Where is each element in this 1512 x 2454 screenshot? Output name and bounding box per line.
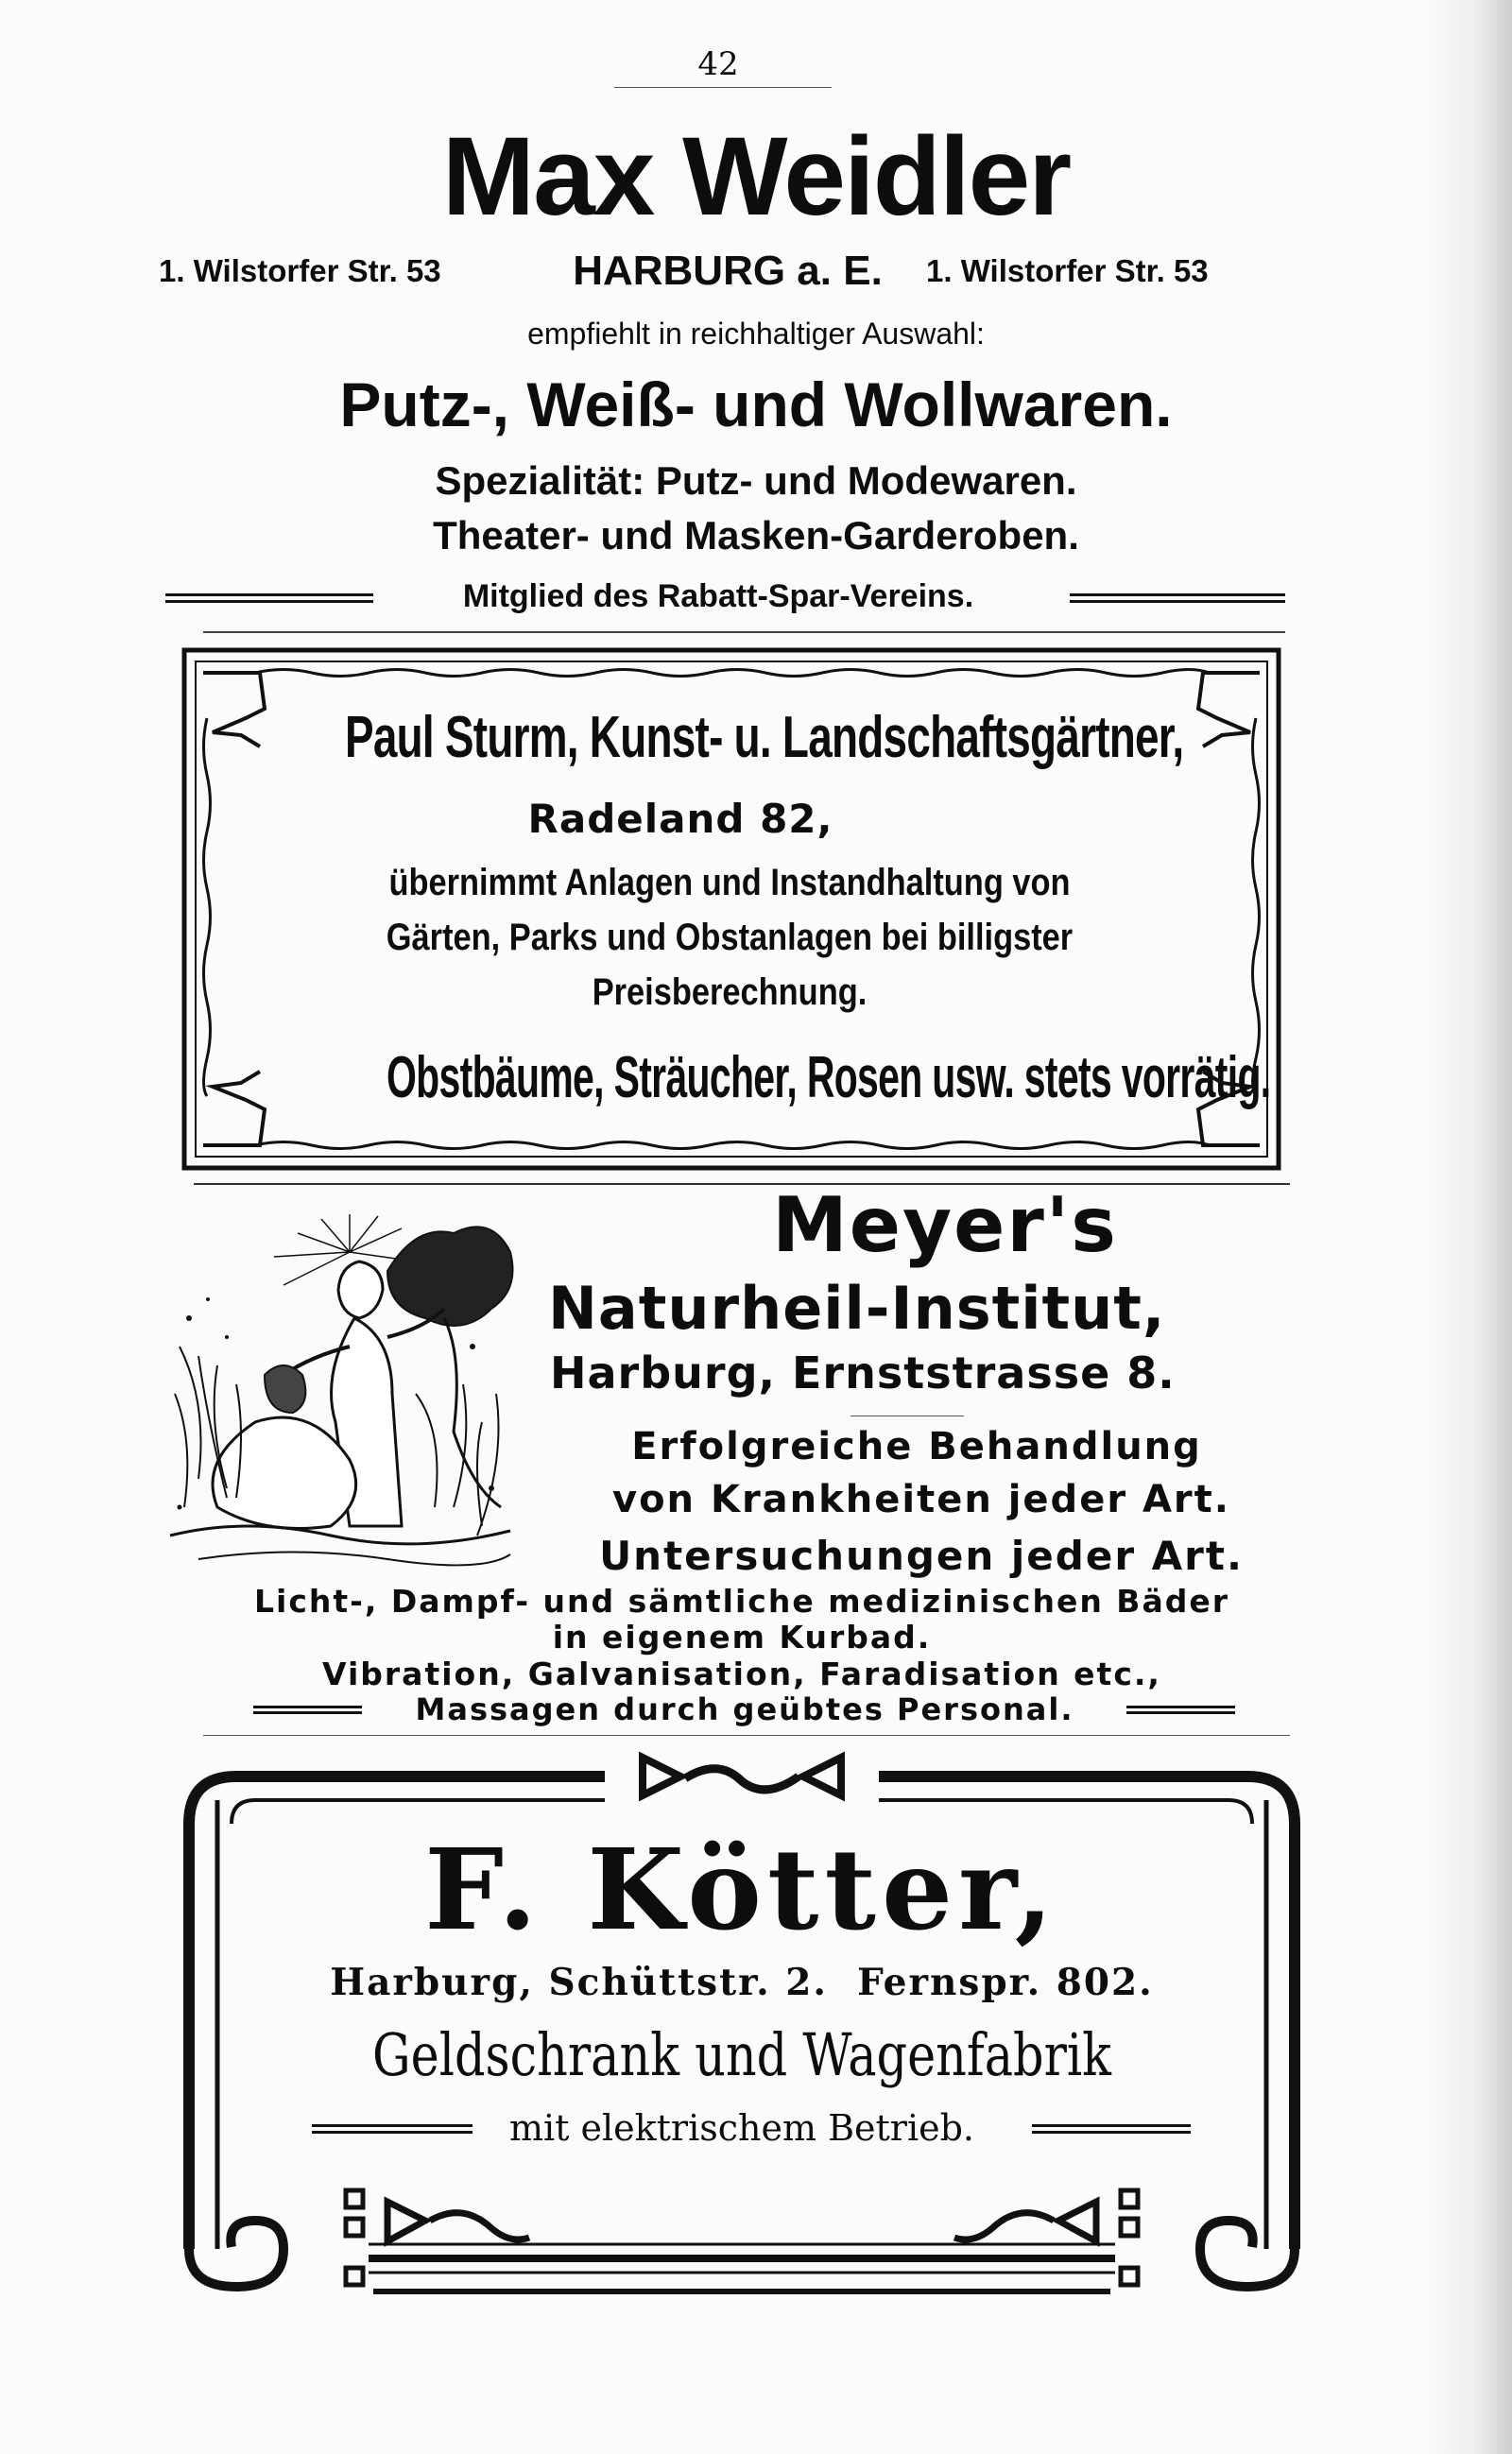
ad4-rule-right bbox=[1032, 2124, 1191, 2134]
ad1-name: Max Weidler bbox=[441, 114, 1071, 239]
ad2-line2: Gärten, Parks und Obstanlagen bei billigster bbox=[386, 917, 1074, 958]
ad1-city: HARBURG a. E. bbox=[573, 248, 883, 294]
ad1-intro: empfiehlt in reichhaltiger Auswahl: bbox=[527, 317, 985, 351]
ad3-name: Meyer's bbox=[772, 1181, 1118, 1269]
ad2-stock: Obstbäume, Sträucher, Rosen usw. stets vorrätig. bbox=[387, 1045, 1271, 1110]
ad4-address: Harburg, Schüttstr. 2. Fernspr. 802. bbox=[330, 1961, 1154, 2004]
ad3-therapies: Vibration, Galvanisation, Faradisation etc., bbox=[322, 1656, 1161, 1692]
ad2-name: Paul Sturm, Kunst- u. Landschaftsgärtner, bbox=[345, 705, 1184, 770]
ad4-business: Geldschrank und Wagenfabrik bbox=[372, 2020, 1111, 2089]
ad3-institute: Naturheil-Institut, bbox=[548, 1274, 1166, 1343]
ad3-treatment2: von Krankheiten jeder Art. bbox=[612, 1478, 1230, 1521]
page-edge-shadow bbox=[1422, 0, 1512, 2454]
ad2-line3: Preisberechnung. bbox=[592, 971, 868, 1013]
ad1-products: Putz-, Weiß- und Wollwaren. bbox=[339, 369, 1173, 439]
ad1-address-right: 1. Wilstorfer Str. 53 bbox=[926, 253, 1209, 288]
ad1-address-left: 1. Wilstorfer Str. 53 bbox=[159, 253, 441, 288]
ad4-power: mit elektrischem Betrieb. bbox=[508, 2107, 975, 2149]
ad4-rule-left bbox=[312, 2124, 472, 2134]
ad3-address: Harburg, Ernststrasse 8. bbox=[550, 1347, 1176, 1399]
ad4-name: F. Kötter, bbox=[424, 1824, 1059, 1955]
ad2-address: Radeland 82, bbox=[527, 796, 833, 842]
ad1-specialty: Spezialität: Putz- und Modewaren. bbox=[435, 458, 1077, 503]
ad3-treatment1: Erfolgreiche Behandlung bbox=[631, 1425, 1202, 1468]
ad2-line1: übernimmt Anlagen und Instandhaltung von bbox=[388, 862, 1071, 903]
ad3-exams: Untersuchungen jeder Art. bbox=[599, 1533, 1244, 1579]
ad3-baths1: Licht-, Dampf- und sämtliche medizinischen Bäder bbox=[253, 1583, 1230, 1620]
ad3-baths2: in eigenem Kurbad. bbox=[552, 1619, 932, 1656]
page-number: 42 bbox=[697, 45, 739, 83]
ad3-massage: Massagen durch geübtes Personal. bbox=[415, 1691, 1074, 1727]
ad1-theater: Theater- und Masken-Garderoben. bbox=[433, 513, 1079, 558]
ad1-member: Mitglied des Rabatt-Spar-Vereins. bbox=[462, 578, 974, 614]
